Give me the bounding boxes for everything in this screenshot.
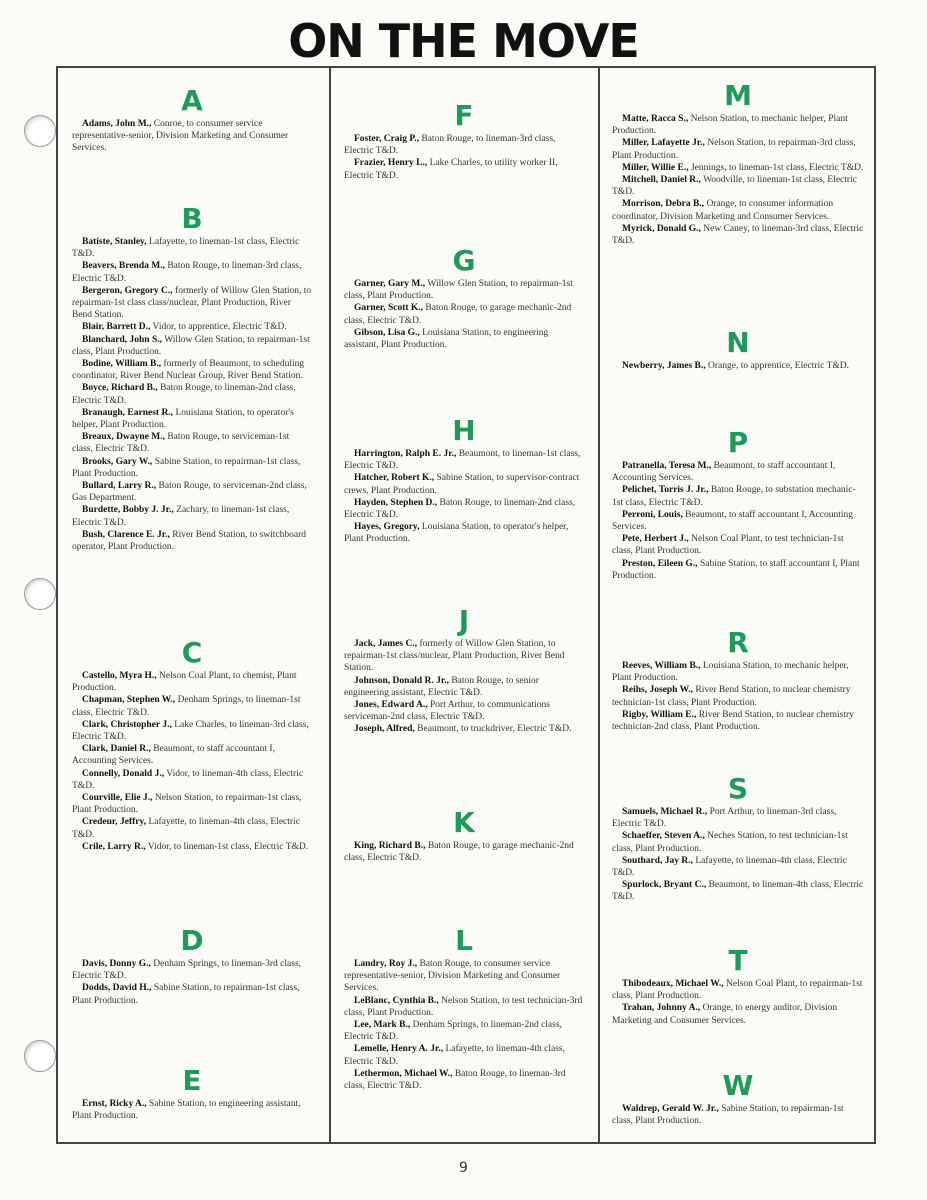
section-letter: E	[182, 1064, 202, 1097]
directory-entry	[72, 285, 312, 322]
directory-entry	[612, 113, 864, 137]
directory-entry	[72, 694, 312, 718]
section-n	[612, 328, 864, 372]
employee-name: Garner, Gary M.,	[354, 279, 426, 289]
entry-detail: Baton Rouge, to lineman-3rd class, Electric T&D.	[344, 1068, 566, 1092]
entry-detail: Denham Springs, to lineman-2nd class, Electric T&D.	[344, 1020, 562, 1043]
directory-entry	[612, 660, 864, 684]
entry-detail: Vidor, to lineman-4th class, Electric T&D.	[72, 768, 304, 791]
entry-detail: Port Arthur, to lineman-3rd class, Electric T&D.	[612, 807, 837, 830]
entry-detail: Louisiana Station, to mechanic helper, Plant Production.	[612, 661, 849, 684]
section-b	[72, 204, 312, 553]
entry-detail: Denham Springs, to lineman-1st class, Electric T&D.	[72, 695, 301, 718]
employee-name: Bodine, William B.,	[82, 359, 162, 370]
entry-detail: Orange, to energy auditor, Division Marketing and Consumer Services.	[612, 1003, 838, 1026]
entry-detail: Beaumont, to lineman-1st class, Electric T&D.	[344, 449, 581, 472]
employee-name: Waldrep, Gerald W. Jr.,	[622, 1104, 719, 1114]
directory-entry	[344, 448, 584, 472]
directory-entry	[612, 879, 864, 903]
entry-detail: New Caney, to lineman-3rd class, Electric T&D.	[612, 223, 864, 247]
directory-entry	[612, 1103, 864, 1127]
section-letter: N	[726, 326, 750, 359]
employee-name: Matte, Racca S.,	[622, 114, 689, 124]
section-l	[344, 926, 584, 1092]
directory-entry	[612, 460, 864, 484]
directory-entry	[344, 278, 584, 302]
entry-detail: Beaumont, to lineman-4th class, Electric T&D.	[612, 880, 864, 903]
employee-name: Branaugh, Earnest R.,	[82, 407, 174, 418]
employee-name: King, Richard B.,	[354, 841, 426, 851]
entry-detail: River Bend Station, to switchboard operator, Plant Production.	[72, 529, 307, 553]
directory-entry	[344, 699, 584, 723]
employee-name: Bullard, Larry R.,	[82, 481, 157, 492]
entry-detail: Baton Rouge, to lineman-3rd class, Electric T&D.	[344, 134, 556, 157]
employee-name: Mitchell, Daniel R.,	[622, 175, 701, 186]
directory-entry	[612, 484, 864, 508]
entry-detail: formerly of Willow Glen Station, to repairman-1st class/nuclear, Plant Production, River Bend Station.	[344, 639, 565, 674]
column-rule-right	[874, 66, 876, 1142]
directory-entry	[72, 321, 312, 333]
employee-name: Beavers, Brenda M.,	[82, 261, 165, 272]
employee-name: Joseph, Alfred,	[354, 724, 415, 735]
section-letter: W	[722, 1069, 754, 1102]
section-letter: F	[454, 99, 474, 132]
entry-detail: Nelson Coal Plant, to test technician-1st class, Plant Production.	[612, 534, 844, 557]
employee-name: Pelichet, Torris J. Jr.,	[622, 485, 709, 496]
employee-name: Hayden, Stephen D.,	[354, 497, 438, 508]
entry-detail: Lake Charles, to utility worker II, Electric T&D.	[344, 158, 558, 181]
directory-entry	[72, 480, 312, 504]
entry-detail: Sabine Station, to repairman-1st class, Plant Production.	[72, 983, 300, 1006]
employee-name: Crile, Larry R.,	[82, 841, 146, 852]
entry-detail: formerly of Beaumont, to scheduling coordinator, River Bend Nuclear Group, River Bend Station.	[72, 359, 305, 382]
entry-detail: Louisiana Station, to operator's helper, Plant Production.	[344, 522, 569, 545]
entry-detail: Vidor, to lineman-1st class, Electric T&D.	[145, 841, 309, 852]
directory-entry	[612, 709, 864, 733]
directory-entry	[344, 133, 584, 157]
entry-detail: River Bend Station, to nuclear chemistry technician-2nd class, Plant Production.	[612, 709, 854, 733]
entry-detail: Baton Rouge, to lineman-2nd class, Electric T&D.	[344, 497, 576, 521]
employee-name: Reihs, Joseph W.,	[622, 685, 694, 696]
section-f	[344, 101, 584, 182]
directory-entry	[72, 958, 312, 982]
employee-name: Boyce, Richard B.,	[82, 383, 158, 394]
section-c	[72, 638, 312, 853]
employee-name: Hayes, Gregory,	[354, 522, 420, 533]
employee-name: Breaux, Dwayne M.,	[82, 432, 165, 443]
employee-name: Spurlock, Bryant C.,	[622, 880, 707, 891]
entry-detail: Orange, to consumer information coordinator, Division Marketing and Consumer Services.	[612, 199, 834, 222]
section-p	[612, 428, 864, 582]
employee-name: LeBlanc, Cynthia B.,	[354, 995, 439, 1006]
employee-name: Lemelle, Henry A. Jr.,	[354, 1044, 444, 1055]
section-m	[612, 81, 864, 247]
section-letter: J	[458, 604, 470, 637]
entry-detail: Zachary, to lineman-1st class, Electric T&D.	[72, 505, 290, 528]
entry-detail: Conroe, to consumer service representative-senior, Division Marketing and Consumer Services.	[72, 119, 289, 154]
employee-name: Schaeffer, Steven A.,	[622, 831, 705, 842]
entry-detail: Jennings, to lineman-1st class, Electric T&D.	[688, 162, 864, 173]
entry-detail: Baton Rouge, to lineman-2nd class, Electric T&D.	[72, 383, 296, 406]
employee-name: Patranella, Teresa M.,	[622, 461, 712, 471]
columns-frame	[56, 66, 876, 1144]
employee-name: Landry, Roy J.,	[354, 959, 418, 969]
entry-detail: Lafayette, to lineman-4th class, Electric T&D.	[344, 1044, 565, 1067]
employee-name: Thibodeaux, Michael W.,	[622, 979, 724, 989]
binder-hole	[24, 1040, 56, 1072]
entry-detail: Beaumont, to staff accountant I, Accounting Services.	[612, 461, 836, 484]
employee-name: Jones, Edward A.,	[354, 700, 428, 711]
employee-name: Newberry, James B.,	[622, 361, 706, 371]
section-letter: A	[181, 84, 203, 117]
entry-detail: Baton Rouge, to garage mechanic-2nd class, Electric T&D.	[344, 303, 572, 326]
directory-entry	[612, 684, 864, 708]
column-rule-2	[598, 66, 600, 1142]
directory-entry	[72, 792, 312, 816]
section-letter: K	[453, 806, 475, 839]
directory-entry	[72, 719, 312, 743]
employee-name: Clark, Christopher J.,	[82, 719, 172, 730]
directory-entry	[612, 533, 864, 557]
directory-entry	[612, 360, 864, 372]
entry-detail: Beaumont, to staff accountant I, Accounting Services.	[612, 509, 854, 533]
column-rule-1	[329, 66, 331, 1142]
entry-detail: Nelson Coal Plant, to chemist, Plant Production.	[72, 671, 297, 694]
directory-entry	[344, 472, 584, 496]
entry-detail: Baton Rouge, to consumer service representative-senior, Division Marketing and Consumer Services.	[344, 959, 561, 994]
directory-entry	[72, 504, 312, 528]
section-s	[612, 774, 864, 904]
entry-detail: Willow Glen Station, to repairman-1st class, Plant Production.	[72, 334, 310, 357]
entry-detail: Beaumont, to truckdriver, Electric T&D.	[414, 724, 572, 735]
entry-detail: Nelson Station, to repairman-3rd class, Plant Production.	[612, 138, 856, 161]
entry-detail: Sabine Station, to staff accountant I, Plant Production.	[612, 558, 860, 581]
entry-detail: Sabine Station, to repairman-1st class, Plant Production.	[612, 1104, 844, 1127]
directory-entry	[72, 743, 312, 767]
employee-name: Hatcher, Robert K.,	[354, 473, 435, 484]
entry-detail: Baton Rouge, to senior engineering assistant, Electric T&D.	[344, 675, 539, 698]
directory-entry	[72, 382, 312, 406]
directory-entry	[72, 816, 312, 840]
directory-entry	[72, 982, 312, 1006]
binder-hole	[24, 578, 56, 610]
entry-detail: Baton Rouge, to lineman-3rd class, Electric T&D.	[72, 261, 302, 284]
directory-entry	[344, 1043, 584, 1067]
entry-detail: Beaumont, to staff accountant I, Accounting Services.	[72, 744, 275, 767]
employee-name: Myrick, Donald G.,	[622, 223, 701, 234]
entry-detail: Lafayette, to lineman-4th class, Electric T&D.	[72, 817, 300, 840]
entry-detail: Sabine Station, to repairman-1st class, Plant Production.	[72, 456, 301, 479]
directory-entry	[72, 118, 312, 155]
entry-detail: Lafayette, to lineman-1st class, Electric T&D.	[72, 237, 300, 260]
section-letter: H	[452, 414, 476, 447]
entry-detail: Baton Rouge, to substation mechanic-1st class, Electric T&D.	[612, 485, 856, 508]
directory-entry	[612, 137, 864, 161]
directory-entry	[72, 431, 312, 455]
directory-entry	[72, 841, 312, 853]
section-d	[72, 926, 312, 1007]
entry-detail: Nelson Station, to repairman-1st class, Plant Production.	[72, 793, 302, 816]
employee-name: Jack, James C.,	[354, 639, 418, 649]
section-r	[612, 628, 864, 733]
directory-entry	[612, 1002, 864, 1026]
employee-name: Chapman, Stephen W.,	[82, 695, 176, 706]
directory-entry	[344, 840, 584, 864]
section-letter: S	[727, 772, 749, 805]
employee-name: Clark, Daniel R.,	[82, 744, 151, 755]
directory-entry	[72, 407, 312, 431]
employee-name: Miller, Willie E.,	[622, 162, 689, 173]
entry-detail: Orange, to apprentice, Electric T&D.	[705, 361, 849, 371]
section-g	[344, 246, 584, 351]
directory-entry	[72, 670, 312, 694]
directory-entry	[72, 236, 312, 260]
employee-name: Bush, Clarence E. Jr.,	[82, 529, 170, 540]
section-letter: T	[728, 944, 748, 977]
employee-name: Garner, Scott K.,	[354, 303, 424, 314]
entry-detail: Nelson Coal Plant, to repairman-1st class, Plant Production.	[612, 979, 863, 1002]
directory-entry	[612, 162, 864, 174]
entry-detail: Lake Charles, to lineman-3rd class, Electric T&D.	[72, 719, 309, 743]
directory-entry	[72, 358, 312, 382]
directory-entry	[344, 497, 584, 521]
binder-hole	[24, 115, 56, 147]
employee-name: Rigby, William E.,	[622, 709, 697, 720]
directory-entry	[612, 830, 864, 854]
section-t	[612, 946, 864, 1027]
employee-name: Brooks, Gary W.,	[82, 456, 153, 467]
employee-name: Castello, Myra H.,	[82, 671, 157, 681]
employee-name: Foster, Craig P.,	[354, 134, 419, 144]
directory-entry	[344, 302, 584, 326]
directory-entry	[612, 509, 864, 533]
employee-name: Trahan, Johnny A.,	[622, 1003, 701, 1014]
page-number: 9	[459, 1160, 468, 1176]
entry-detail: Neches Station, to test technician-1st class, Plant Production.	[612, 831, 848, 854]
section-letter: R	[727, 626, 749, 659]
employee-name: Bergeron, Gregory C.,	[82, 285, 173, 296]
employee-name: Lethermon, Michael W.,	[354, 1068, 453, 1079]
section-k	[344, 808, 584, 864]
entry-detail: Vidor, to apprentice, Electric T&D.	[150, 322, 287, 333]
directory-entry	[344, 521, 584, 545]
entry-detail: Louisiana Station, to operator's helper, Plant Production.	[72, 407, 294, 431]
employee-name: Preston, Eileen G.,	[622, 558, 698, 569]
employee-name: Blair, Barrett D.,	[82, 322, 151, 333]
directory-entry	[344, 1068, 584, 1092]
section-letter: D	[180, 924, 204, 957]
employee-name: Courville, Elie J.,	[82, 793, 153, 804]
employee-name: Harrington, Ralph E. Jr.,	[354, 449, 457, 459]
employee-name: Samuels, Michael R.,	[622, 807, 708, 817]
directory-entry	[612, 223, 864, 247]
section-a	[72, 86, 312, 155]
employee-name: Credeur, Jeffry,	[82, 817, 147, 828]
entry-detail: Baton Rouge, to serviceman-2nd class, Gas Department.	[72, 481, 307, 504]
section-w	[612, 1071, 864, 1127]
section-letter: L	[455, 924, 473, 957]
top-rule	[56, 66, 876, 68]
directory-entry	[344, 958, 584, 995]
entry-detail: Willow Glen Station, to repairman-1st class, Plant Production.	[344, 279, 573, 302]
entry-detail: Lafayette, to lineman-4th class, Electric T&D.	[612, 855, 847, 879]
employee-name: Perroni, Louis,	[622, 509, 683, 520]
section-letter: G	[452, 244, 476, 277]
page-title: ON THE MOVE	[288, 14, 639, 68]
employee-name: Gibson, Lisa G.,	[354, 327, 420, 338]
directory-entry	[72, 456, 312, 480]
entry-detail: Port Arthur, to communications serviceman-2nd class, Electric T&D.	[344, 700, 550, 723]
employee-name: Reeves, William B.,	[622, 661, 701, 671]
entry-detail: Nelson Station, to test technician-3rd class, Plant Production.	[344, 995, 583, 1018]
entry-detail: Nelson Station, to mechanic helper, Plant Production.	[612, 114, 848, 137]
entry-detail: Sabine Station, to supervisor-contract crews, Plant Production.	[344, 473, 580, 496]
employee-name: Lee, Mark B.,	[354, 1020, 411, 1031]
directory-entry	[72, 334, 312, 358]
entry-detail: River Bend Station, to nuclear chemistry technician-1st class, Plant Production.	[612, 685, 851, 708]
directory-entry	[72, 260, 312, 284]
employee-name: Dodds, David H.,	[82, 983, 152, 994]
section-h	[344, 416, 584, 546]
directory-entry	[612, 198, 864, 222]
directory-entry	[612, 855, 864, 879]
directory-entry	[612, 978, 864, 1002]
employee-name: Davis, Donny G.,	[82, 959, 151, 969]
directory-entry	[344, 327, 584, 351]
employee-name: Ernst, Ricky A.,	[82, 1099, 147, 1109]
directory-entry	[344, 995, 584, 1019]
directory-entry	[72, 529, 312, 553]
entry-detail: formerly of Willow Glen Station, to repairman-1st class class/nuclear, Plant Production, River Bend Station.	[72, 285, 312, 321]
employee-name: Batiste, Stanley,	[82, 237, 147, 247]
section-letter: M	[724, 79, 752, 112]
section-letter: C	[181, 636, 203, 669]
employee-name: Connelly, Donald J.,	[82, 768, 165, 779]
directory-entry	[344, 723, 584, 735]
directory-entry	[344, 157, 584, 181]
employee-name: Johnson, Donald R. Jr.,	[354, 675, 449, 686]
column-rule-left	[56, 66, 58, 1142]
employee-name: Adams, John M.,	[82, 119, 152, 129]
directory-entry	[72, 768, 312, 792]
entry-detail: Sabine Station, to engineering assistant, Plant Production.	[72, 1099, 301, 1122]
employee-name: Frazier, Henry L.,	[354, 158, 428, 169]
directory-entry	[612, 558, 864, 582]
employee-name: Pete, Herbert J.,	[622, 534, 689, 545]
employee-name: Burdette, Bobby J. Jr.,	[82, 505, 174, 516]
entry-detail: Louisiana Station, to engineering assistant, Plant Production.	[344, 327, 549, 351]
directory-entry	[72, 1098, 312, 1122]
section-j	[344, 606, 584, 736]
entry-detail: Baton Rouge, to serviceman-1st class, Electric T&D.	[72, 432, 290, 455]
employee-name: Blanchard, John S.,	[82, 334, 162, 345]
employee-name: Morrison, Debra B.,	[622, 199, 705, 210]
directory-entry	[612, 174, 864, 198]
employee-name: Miller, Lafayette Jr.,	[622, 138, 705, 149]
directory-entry	[344, 1019, 584, 1043]
section-e	[72, 1066, 312, 1122]
directory-entry	[344, 638, 584, 675]
entry-detail: Denham Springs, to lineman-3rd class, Electric T&D.	[72, 959, 302, 982]
section-letter: B	[181, 202, 203, 235]
section-letter: P	[727, 426, 749, 459]
entry-detail: Baton Rouge, to garage mechanic-2nd class, Electric T&D.	[344, 841, 574, 864]
employee-name: Southard, Jay R.,	[622, 855, 693, 866]
entry-detail: Woodville, to lineman-1st class, Electric T&D.	[612, 175, 857, 198]
directory-entry	[344, 675, 584, 699]
directory-entry	[612, 806, 864, 830]
